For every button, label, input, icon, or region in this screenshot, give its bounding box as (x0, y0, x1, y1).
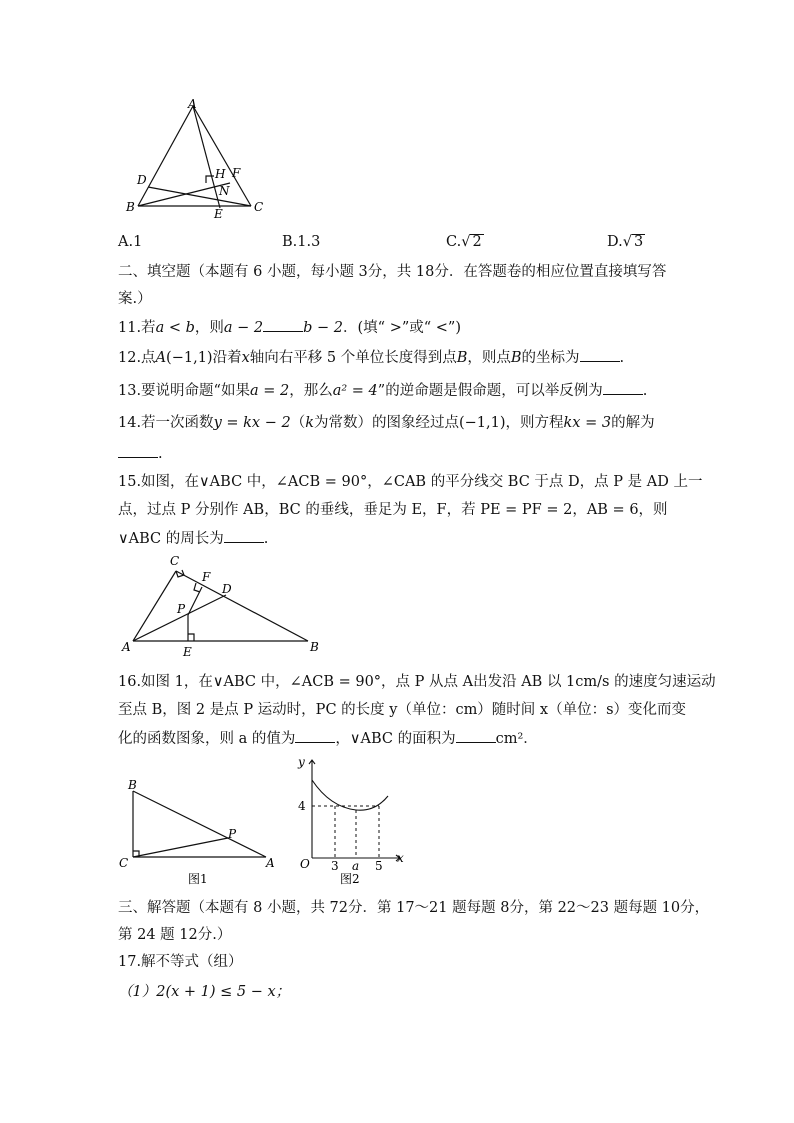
fig15-label-A: A (122, 640, 131, 654)
fig1-label-B: B (128, 778, 137, 792)
label-A: A (188, 97, 197, 111)
fig2-axis-x: x (397, 851, 404, 865)
q12-B: B (456, 350, 468, 366)
q14-function: y = kx − 2 (213, 415, 291, 431)
q16-figure2-graph (290, 752, 415, 890)
q14-text3: 为常数）的图象经过点 (313, 415, 459, 431)
q12-end: . (619, 350, 625, 366)
q12-coord: (−1,1) (166, 350, 213, 366)
question-13 (118, 380, 647, 401)
section3-line1: 三、解答题（本题有 8 小题，共 72分．第 17～21 题每题 8分，第 22～23 题每题 10分， (118, 900, 710, 916)
fig15-label-D: D (222, 582, 232, 596)
q11-lt: < (164, 320, 186, 336)
q17-title: 17.解不等式（组） (118, 954, 243, 970)
fig15-label-C: C (170, 554, 180, 568)
q11-text3: ．(填“ >”或“ <”) (343, 320, 461, 336)
fig2-axis-y: y (298, 755, 305, 769)
q13-answer-blank[interactable] (603, 380, 643, 395)
option-c-radicand: 2 (472, 234, 482, 250)
q15-line1: 15.如图，在∨ABC 中，∠ACB = 90°，∠CAB 的平分线交 BC 于点 D，点 P 是 AD 上一 (118, 474, 703, 490)
option-b: B.1.3 (282, 234, 321, 250)
q16-blank-a[interactable] (295, 728, 335, 743)
label-B: B (126, 200, 135, 214)
q11-expr1: a − 2 (223, 320, 264, 336)
q12-x: x (241, 350, 250, 366)
q12-text1: 12.点 (118, 350, 156, 366)
fig15-label-F: F (202, 570, 211, 584)
section2-line2: 案.） (118, 291, 152, 307)
q15-end: . (263, 531, 269, 547)
q15-line3-text: ∨ABC 的周长为 (118, 531, 224, 547)
q12-text5: 的坐标为 (521, 350, 580, 366)
q14-answer-blank[interactable] (118, 443, 158, 458)
q13-conclusion: a² = 4 (332, 383, 378, 399)
fig1-label-C: C (119, 856, 129, 870)
fig2-origin: O (300, 857, 310, 871)
section3-line2: 第 24 题 12分.） (118, 927, 232, 943)
label-D: D (137, 173, 147, 187)
question-14-line2 (118, 443, 163, 464)
question-11 (118, 317, 461, 338)
question-12 (118, 347, 624, 368)
q14-text1: 14.若一次函数 (118, 415, 214, 431)
fig2-tick-a: a (352, 859, 360, 873)
q14-equation: kx = 3 (563, 415, 612, 431)
fig1-caption: 图1 (188, 872, 208, 886)
option-d: D.√ 3 (607, 234, 644, 250)
section2-line1: 二、填空题（本题有 6 小题，每小题 3分，共 18分．在答题卷的相应位置直接填写答 (118, 264, 667, 280)
q12-point: A (155, 350, 167, 366)
q12-B2: B (510, 350, 522, 366)
q14-text4: ，则方程 (505, 415, 564, 431)
fig2-tick-5: 5 (375, 859, 383, 873)
label-F: F (232, 166, 241, 180)
q13-text2: ，那么 (289, 383, 333, 399)
q16-line3-text2: ，∨ABC 的面积为 (335, 731, 456, 747)
q11-expr2: b − 2 (303, 320, 344, 336)
q13-text3: ”的逆命题是假命题，可以举反例为 (377, 383, 603, 399)
q16-line3-text1: 化的函数图象，则 a 的值为 (118, 731, 296, 747)
q15-triangle-figure (118, 553, 328, 663)
q16-line3-text3: cm²． (495, 731, 538, 747)
q13-end: . (642, 383, 648, 399)
q15-answer-blank[interactable] (224, 528, 264, 543)
label-C: C (254, 200, 264, 214)
q14-text5: 的解为 (611, 415, 655, 431)
fig15-label-P: P (177, 602, 186, 616)
fig2-caption: 图2 (340, 872, 360, 886)
fig15-label-E: E (183, 645, 192, 659)
triangle-figure-top (118, 96, 278, 226)
label-E: E (214, 207, 223, 221)
fig15-label-B: B (310, 640, 319, 654)
q12-text4: ，则点 (467, 350, 511, 366)
q14-text2: （ (290, 415, 306, 431)
q12-text3: 轴向右平移 5 个单位长度得到点 (249, 350, 457, 366)
q11-text1: 11.若 (118, 320, 156, 336)
fig2-tick-4: 4 (298, 799, 306, 813)
q16-blank-area[interactable] (456, 728, 496, 743)
q16-line3 (118, 728, 538, 749)
fig2-tick-3: 3 (331, 859, 339, 873)
option-c-prefix: C. (446, 234, 462, 250)
q15-line3 (118, 528, 268, 549)
fig1-label-A: A (266, 856, 275, 870)
q11-b: b (185, 320, 195, 336)
q16-line1: 16.如图 1，在∨ABC 中，∠ACB = 90°，点 P 从点 A出发沿 AB 以 1cm/s 的速度匀速运动 (118, 674, 716, 690)
option-d-radicand: 3 (633, 234, 644, 250)
q14-point: (−1,1) (458, 415, 506, 431)
q15-line2: 点，过点 P 分别作 AB，BC 的垂线，垂足为 E，F，若 PE = PF = 2，AB = 6，则 (118, 502, 668, 518)
question-14 (118, 413, 655, 433)
q12-answer-blank[interactable] (580, 347, 620, 362)
q14-k: k (305, 415, 314, 431)
q11-a: a (155, 320, 165, 336)
label-H: H (215, 167, 226, 181)
q16-line2: 至点 B，图 2 是点 P 运动时，PC 的长度 y（单位：cm）随时间 x（单位：s）变化而变 (118, 702, 687, 718)
option-c: C.√ 2 (446, 234, 482, 250)
q12-text2: 沿着 (212, 350, 242, 366)
q14-end: . (158, 446, 163, 462)
q16-figure1 (118, 775, 278, 890)
q11-text2: ，则 (194, 320, 224, 336)
label-N: N (219, 184, 230, 198)
q13-text1: 13.要说明命题“如果 (118, 383, 250, 399)
q17-part1: （1）2(x + 1) ≤ 5 − x； (118, 984, 291, 1000)
q13-condition: a = 2 (249, 383, 290, 399)
q11-answer-blank[interactable] (263, 317, 303, 332)
option-a: A.1 (118, 234, 143, 250)
fig1-label-P: P (228, 827, 237, 841)
option-d-prefix: D. (607, 234, 623, 250)
